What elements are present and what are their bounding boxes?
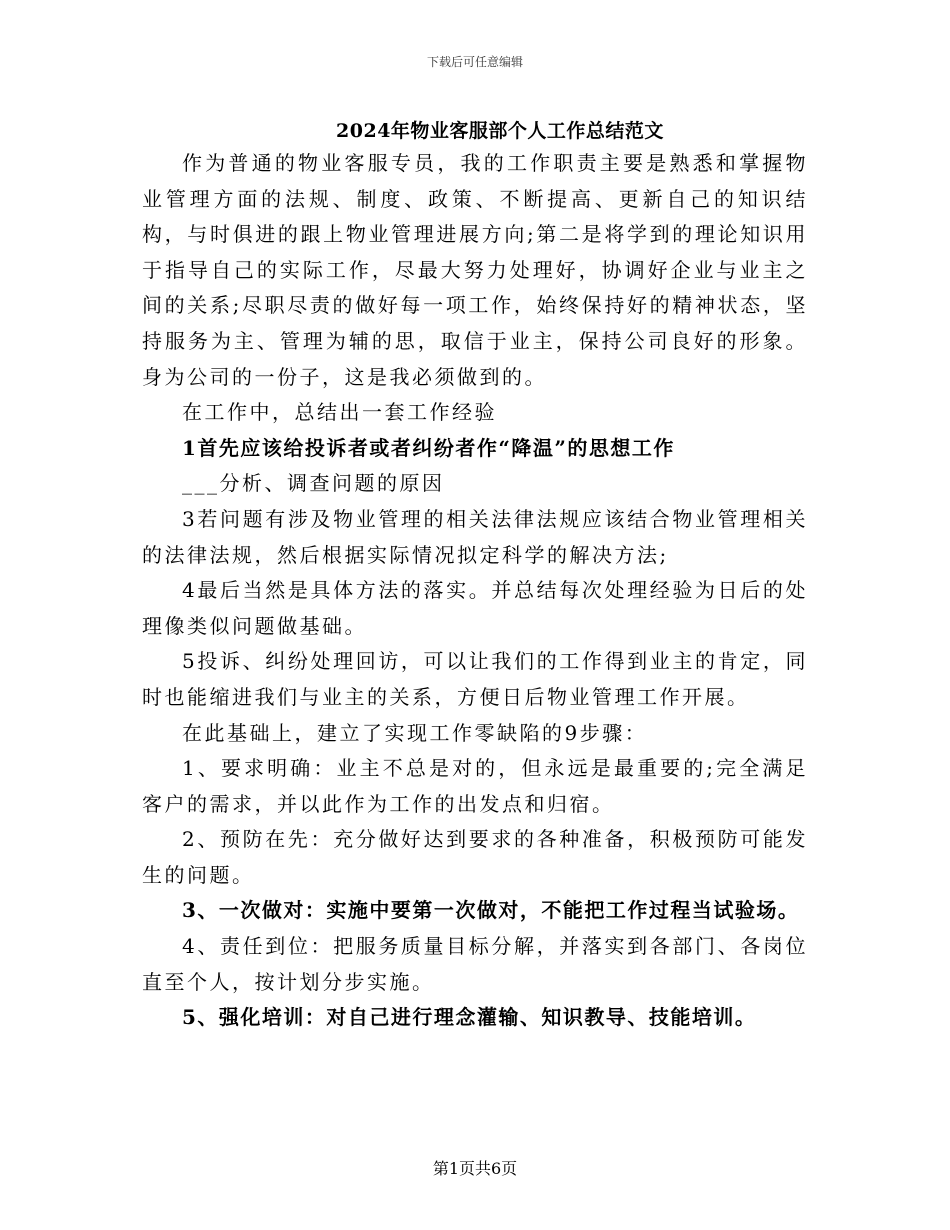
document-title: 2024年物业客服部个人工作总结范文 bbox=[336, 120, 664, 142]
nine-step-3: 3、一次做对：实施中要第一次做对，不能把工作过程当试验场。 bbox=[182, 898, 800, 923]
nine-step-1: 1、要求明确：业主不总是对的，但永远是最重要的;完全满足客户的需求，并以此作为工作的出发点和归宿。 bbox=[142, 756, 808, 816]
nine-step-5: 5、强化培训：对自己进行理念灌输、知识教导、技能培训。 bbox=[182, 1005, 757, 1030]
document-body bbox=[142, 146, 808, 1036]
page-header-note: 下载后可任意编辑 bbox=[426, 55, 523, 69]
experience-intro: 在工作中，总结出一套工作经验 bbox=[182, 400, 497, 425]
nine-step-4: 4、责任到位：把服务质量目标分解，并落实到各部门、各岗位直至个人，按计划分步实施。 bbox=[142, 934, 808, 994]
page-number-footer: 第1页共6页 bbox=[432, 1159, 518, 1178]
nine-step-2: 2、预防在先：充分做好达到要求的各种准备，积极预防可能发生的问题。 bbox=[142, 827, 808, 887]
experience-step-1: 1首先应该给投诉者或者纠纷者作“降温”的思想工作 bbox=[182, 435, 675, 460]
intro-paragraph: 作为普通的物业客服专员，我的工作职责主要是熟悉和掌握物业管理方面的法规、制度、政策、不断提高、更新自己的知识结构，与时俱进的跟上物业管理进展方向;第二是将学到的理论知识用于指导自己的实际工作，尽最大努力处理好，协调好企业与业主之间的关系;尽职尽责的做好每一项工作，始终保持好的精神状态，坚持服务为主、管理为辅的思，取信于业主，保持公司良好的形象。身为公司的一份子，这是我必须做到的。 bbox=[142, 151, 808, 389]
experience-step-2: ___分析、调查问题的原因 bbox=[182, 471, 445, 496]
experience-step-5: 5投诉、纠纷处理回访，可以让我们的工作得到业主的肯定，同时也能缩进我们与业主的关系，方便日后物业管理工作开展。 bbox=[142, 649, 808, 709]
experience-step-3: 3若问题有涉及物业管理的相关法律法规应该结合物业管理相关的法律法规，然后根据实际情况拟定科学的解决方法; bbox=[142, 506, 808, 567]
experience-step-4: 4最后当然是具体方法的落实。并总结每次处理经验为日后的处理像类似问题做基础。 bbox=[142, 578, 808, 638]
nine-steps-intro: 在此基础上，建立了实现工作零缺陷的9步骤： bbox=[182, 720, 648, 745]
